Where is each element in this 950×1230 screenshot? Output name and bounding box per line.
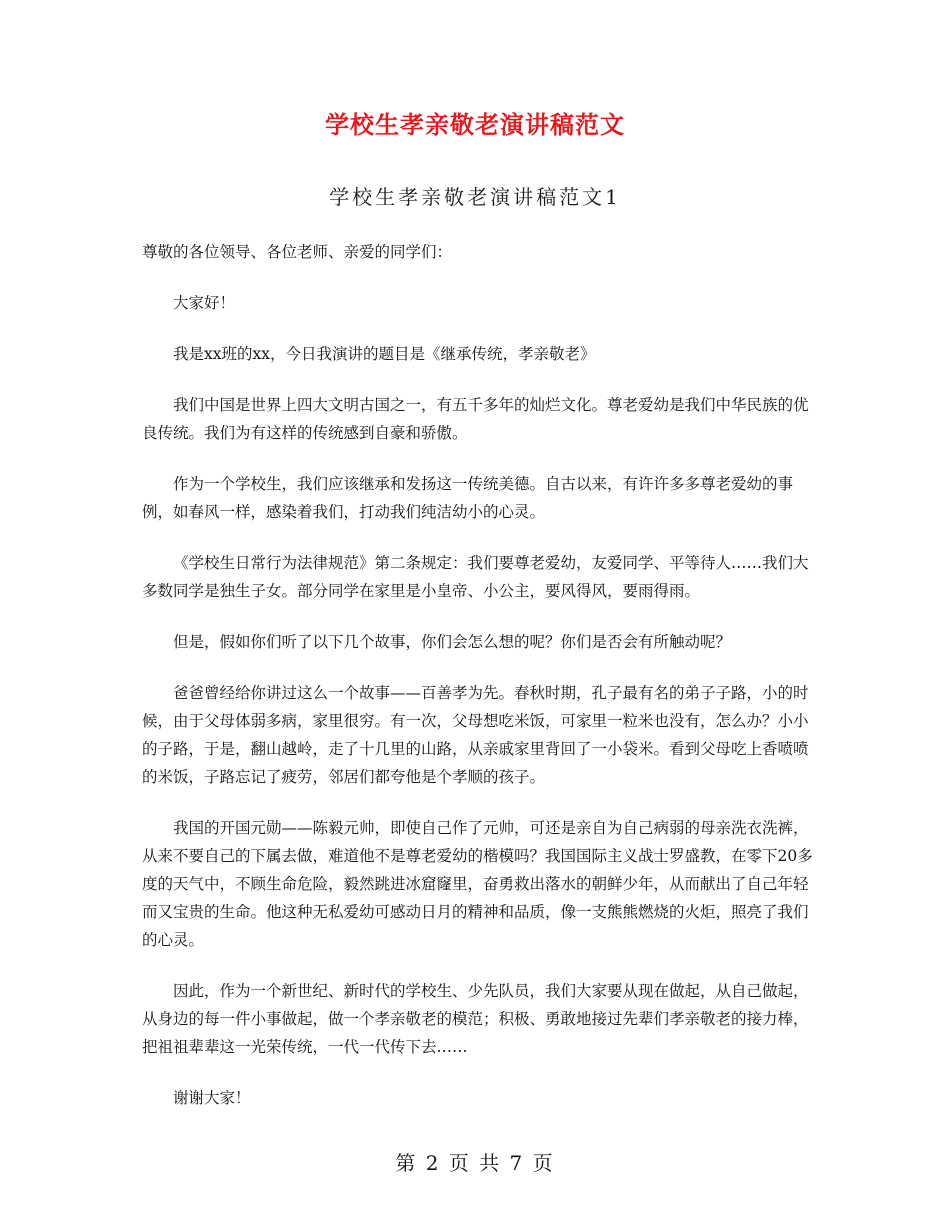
body-paragraph: 作为一个学校生，我们应该继承和发扬这一传统美德。自古以来，有许许多多尊老爱幼的事例，如春风一样，感染着我们，打动我们纯洁幼小的心灵。 [142,475,794,521]
document-body [142,238,814,1135]
body-paragraph: 但是，假如你们听了以下几个故事，你们会怎么想的呢？你们是否会有所触动呢？ [173,633,732,651]
salutation-paragraph: 尊敬的各位领导、各位老师、亲爱的同学们： [142,243,453,261]
page-number-footer: 第 2 页 共 7 页 [395,1151,555,1175]
document-subtitle: 学校生孝亲敬老演讲稿范文1 [329,185,621,209]
intro-paragraph: 我是xx班的xx，今日我演讲的题目是《继承传统，孝亲敬老》 [173,345,596,363]
body-paragraph: 我国的开国元勋——陈毅元帅，即使自己作了元帅，可还是亲自为自己病弱的母亲洗衣洗裤，从来不要自己的下属去做，难道他不是尊老爱幼的楷模吗？我国国际主义战士罗盛教，在零下20多度的天气中，不顾生命危险，毅然跳进冰窟窿里，奋勇救出落水的朝鲜少年，从而献出了自己年轻而又宝贵的生命。他这种无私爱幼可感动日月的精神和品质，像一支熊熊燃烧的火炬，照亮了我们的心灵。 [142,819,813,949]
greeting-paragraph: 大家好！ [173,294,236,312]
body-paragraph: 因此，作为一个新世纪、新时代的学校生、少先队员，我们大家要从现在做起，从自己做起，从身边的每一件小事做起，做一个孝亲敬老的模范；积极、勇敢地接过先辈们孝亲敬老的接力棒，把祖祖辈辈这一光荣传统，一代一代传下去…… [142,982,809,1056]
document-title: 学校生孝亲敬老演讲稿范文 [325,111,625,139]
closing-paragraph: 谢谢大家！ [173,1089,251,1107]
body-paragraph: 《学校生日常行为法律规范》第二条规定：我们要尊老爱幼，友爱同学、平等待人……我们大多数同学是独生子女。部分同学在家里是小皇帝、小公主，要风得风，要雨得雨。 [142,554,809,600]
body-paragraph: 我们中国是世界上四大文明古国之一，有五千多年的灿烂文化。尊老爱幼是我们中华民族的优良传统。我们为有这样的传统感到自豪和骄傲。 [142,396,809,442]
body-paragraph: 爸爸曾经给你讲过这么一个故事——百善孝为先。春秋时期，孔子最有名的弟子子路，小的时候，由于父母体弱多病，家里很穷。有一次，父母想吃米饭，可家里一粒米也没有，怎么办？小小的子路，于是，翻山越岭，走了十几里的山路，从亲戚家里背回了一小袋米。看到父母吃上香喷喷的米饭，子路忘记了疲劳，邻居们都夸他是个孝顺的孩子。 [142,684,809,786]
